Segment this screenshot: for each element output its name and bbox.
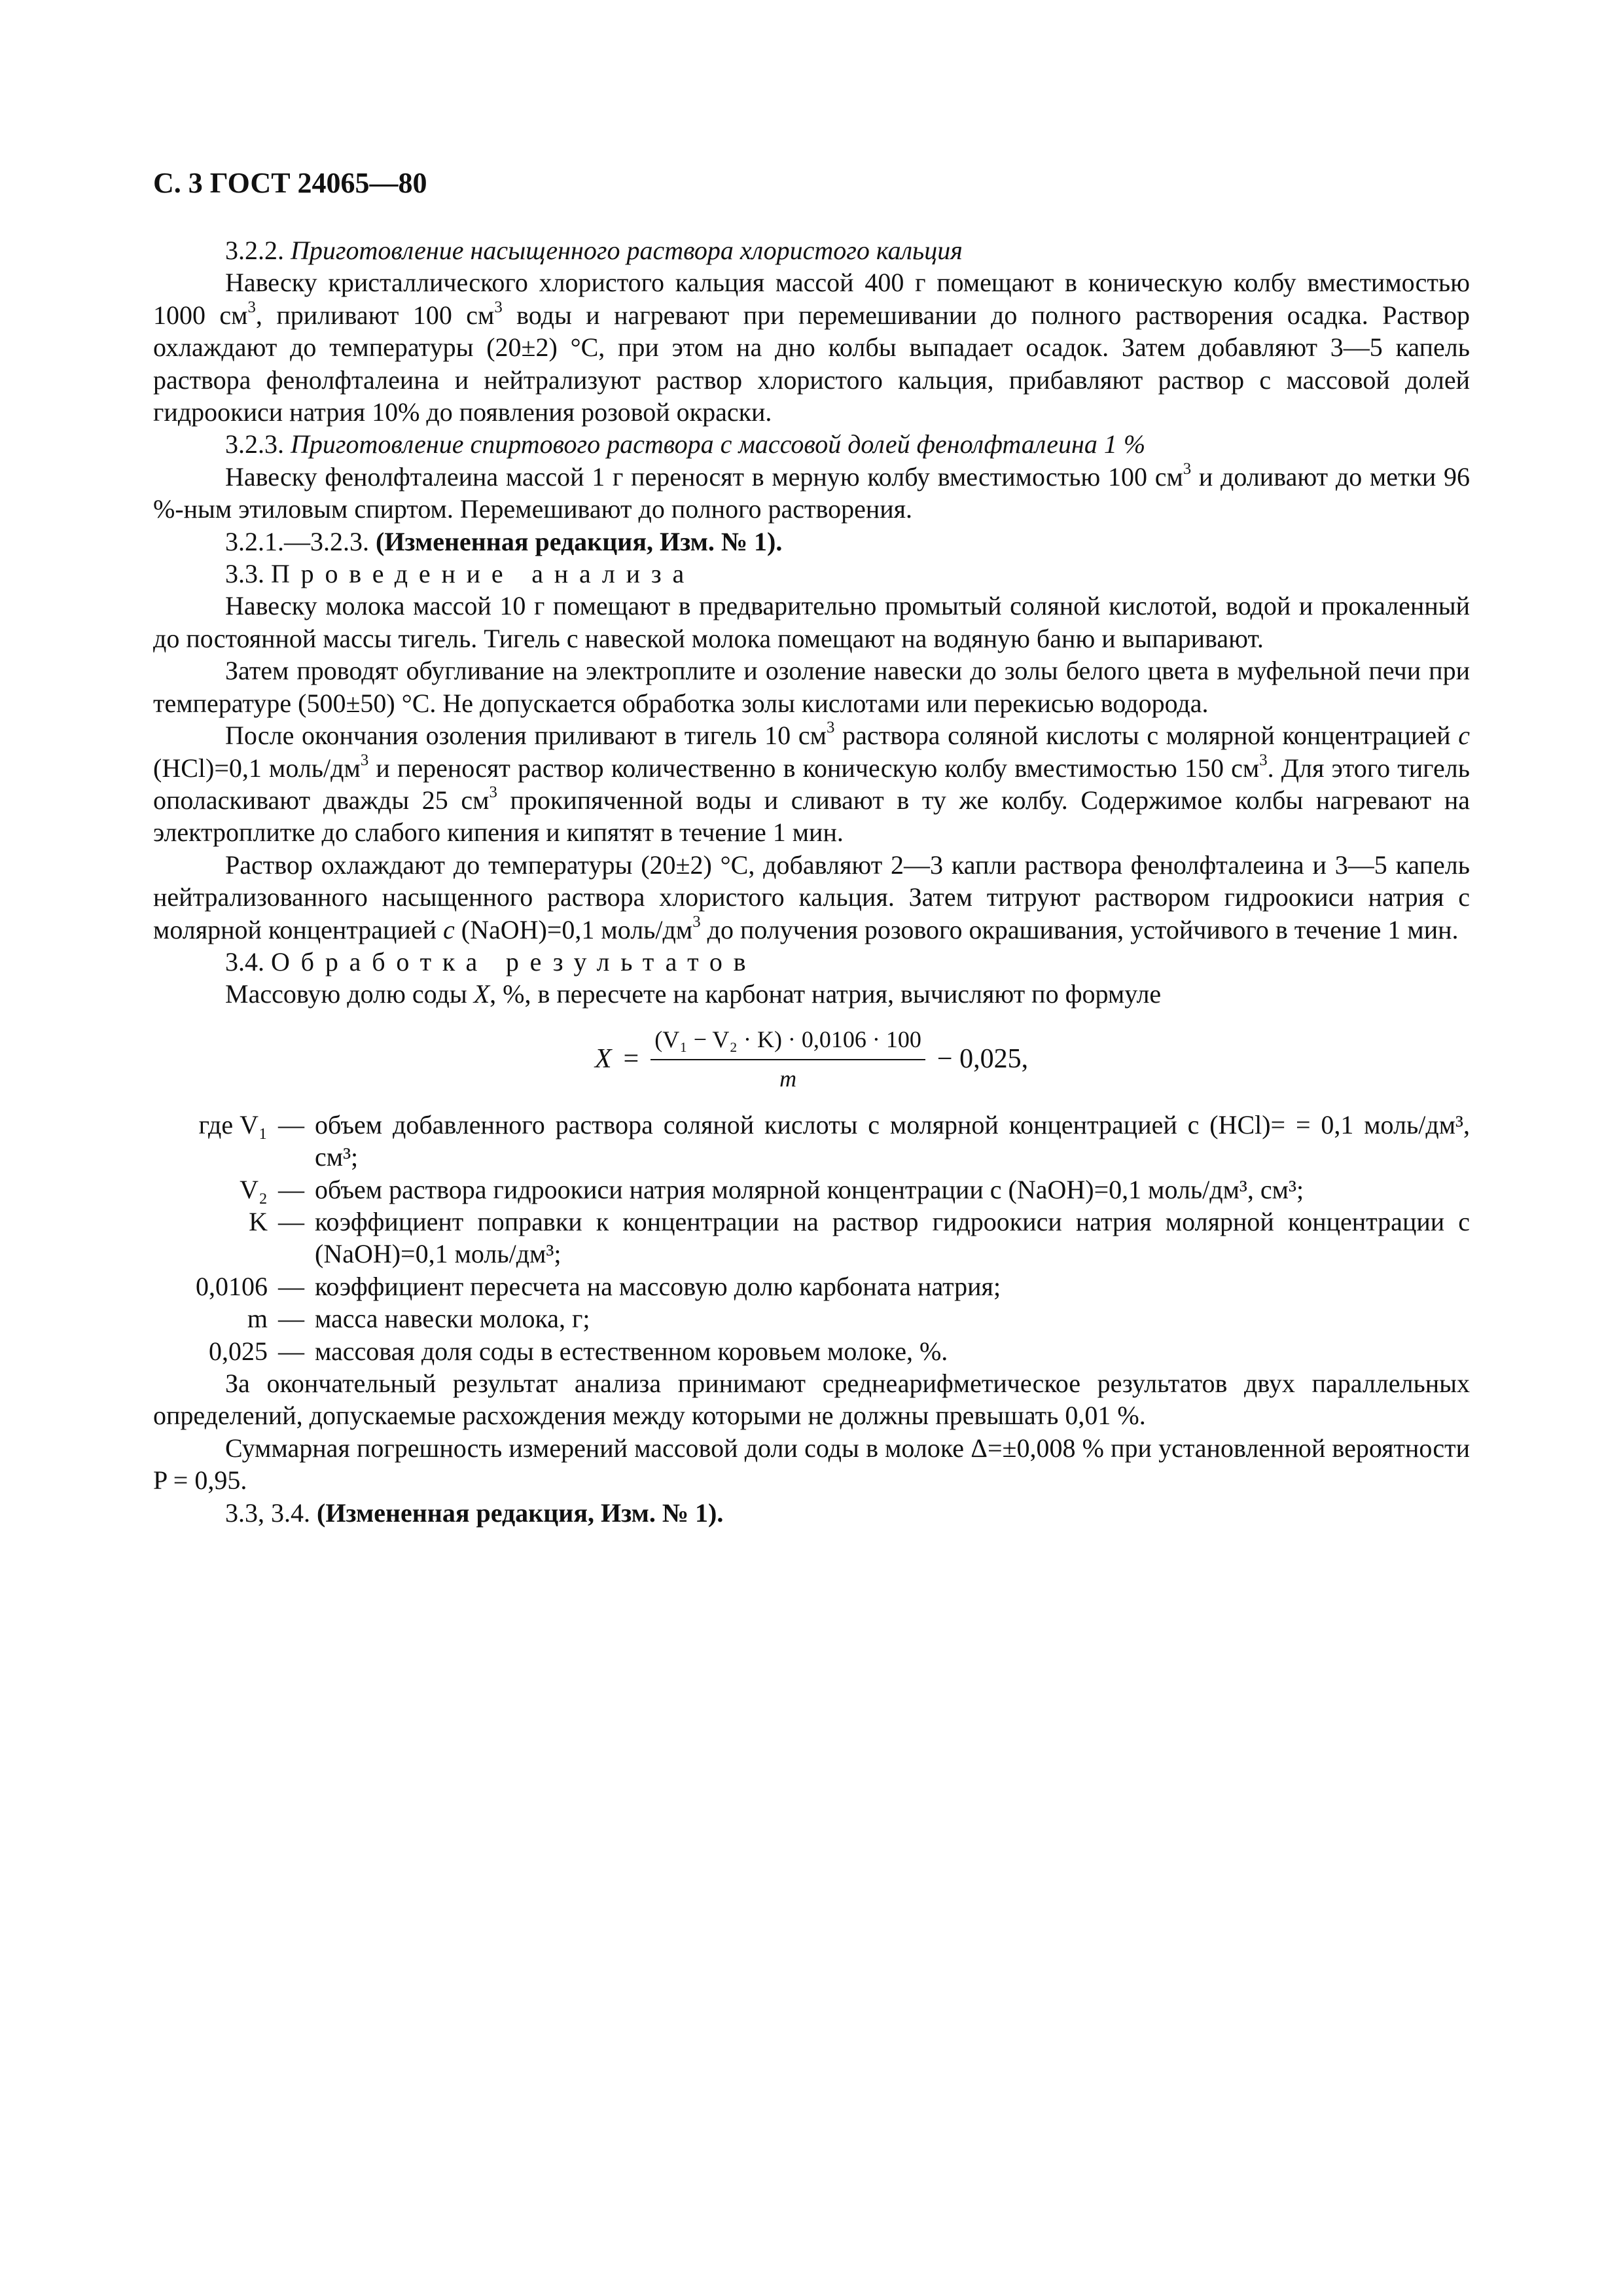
definition-symbol: 0,0106 <box>196 1271 268 1301</box>
definition-symbol: m <box>247 1304 268 1334</box>
section-title: Обработка результатов <box>271 946 757 977</box>
formula-tail: − 0,025, <box>936 1044 1029 1075</box>
paragraph: Суммарная погрешность измерений массовой доли соды в молоке Δ=±0,008 % при установленной вероятности P = 0,95. <box>153 1433 1470 1496</box>
section-title: Приготовление насыщенного раствора хлористого кальция <box>291 236 963 265</box>
definition-symbol: K <box>249 1206 268 1236</box>
definition-text: масса навески молока, г; <box>315 1304 590 1334</box>
paragraph: Раствор охлаждают до температуры (20±2) °С, добавляют 2—3 капли раствора фенолфталеина и 3—5 капель нейтрализованного насыщенного раствора хлористого кальция. Затем титруют раствором гидроокиси натрия с молярной концентрацией c (NaOH)=0,1 моль/$дм^3$ до получения розового окрашивания, устойчивого в течение 1 мин. <box>153 850 1470 944</box>
paragraph: Навеску молока массой 10 г помещают в предварительно промытый соляной кислотой, водой и прокаленный до постоянной массы тигель. Тигель с навеской молока помещают на водяную баню и выпаривают. <box>153 591 1470 653</box>
paragraph: Затем проводят обугливание на электроплите и озоление навески до золы белого цвета в муфельной печи при температуре (500±50) °С. Не допускается обработка золы кислотами или перекисью водорода. <box>153 656 1470 718</box>
definition-row: 0,0106 — коэффициент пересчета на массовую долю карбоната натрия; <box>153 1270 1470 1302</box>
formula-fraction <box>651 1024 925 1095</box>
variable-definitions <box>153 1109 1470 1367</box>
paragraph: Навеску фенолфталеина массой 1 г переносят в мерную колбу вместимостью 100 $см^3$ и доливают до метки 96 %-ным этиловым спиртом. Перемешивают до полного растворения. <box>153 460 1470 524</box>
definition-text: объем добавленного раствора соляной кислоты с молярной концентрацией c (HCl)= = 0,1 моль/дм³, см³; <box>315 1109 1470 1172</box>
amendment-note: 3.3, 3.4. (Измененная редакция, Изм. № 1). <box>225 1498 724 1528</box>
paragraph: Массовую долю соды X, %, в пересчете на карбонат натрия, вычисляют по формуле <box>225 979 1162 1009</box>
definition-text: коэффициент пересчета на массовую долю карбоната натрия; <box>315 1271 1001 1301</box>
definition-text: массовая доля соды в естественном коровьем молоке, %. <box>315 1336 948 1366</box>
paragraph: За окончательный результат анализа принимают среднеарифметическое результатов двух параллельных определений, допускаемые расхождения между которыми не должны превышать 0,01 %. <box>153 1369 1470 1431</box>
section-3-4-heading: 3.4. Обработка результатов <box>225 946 757 977</box>
section-3-2-2-heading: 3.2.2. Приготовление насыщенного раствора хлористого кальция <box>225 236 963 265</box>
formula-equals: = <box>623 1044 639 1075</box>
section-3-3-heading: 3.3. Проведение анализа <box>225 559 696 589</box>
section-title: Проведение анализа <box>271 559 696 589</box>
definition-row: V₂ — объем раствора гидроокиси натрия молярной концентрации c (NaOH)=0,1 моль/дм³, см³; <box>153 1174 1470 1206</box>
section-title: Приготовление спиртового раствора с массовой долей фенолфталеина 1 % <box>291 429 1146 459</box>
paragraph: Навеску кристаллического хлористого кальция массой 400 г помещают в коническую колбу вместимостью 1000 $см^3$, приливают 100 $см^3$ воды и нагревают при перемешивании до полного растворения осадка. Раствор охлаждают до температуры (20±2) °С, при этом на дно колбы выпадает осадок. Затем добавляют 3—5 капель раствора фенолфталеина и нейтрализуют раствор хлористого кальция, прибавляют раствор с массовой долей гидроокиси натрия 10% до появления розовой окраски. <box>153 268 1470 427</box>
definition-row: K — коэффициент поправки к концентрации на раствор гидроокиси натрия молярной концентрации c (NaOH)=0,1 моль/дм³; <box>153 1206 1470 1270</box>
definition-symbol: где V₁ <box>198 1109 268 1139</box>
paragraph: После окончания озоления приливают в тигель 10 $см^3$ раствора соляной кислоты с молярной концентрацией c (HCl)=0,1 моль/$дм^3$ и переносят раствор количественно в коническую колбу вместимостью 150 $см^3$. Для этого тигель ополаскивают дважды 25 $см^3$ прокипяченной воды и сливают в ту же колбу. Содержимое колбы нагревают на электроплитке до слабого кипения и кипятят в течение 1 мин. <box>153 719 1471 848</box>
formula <box>153 1011 1470 1109</box>
definition-text: объем раствора гидроокиси натрия молярной концентрации c (NaOH)=0,1 моль/дм³, см³; <box>315 1174 1304 1204</box>
definition-row: где V₁ — объем добавленного раствора соляной кислоты с молярной концентрацией c (HCl)= = 0,1 моль/дм³, см³; <box>153 1109 1470 1174</box>
definition-row: 0,025 — массовая доля соды в естественном коровьем молоке, %. <box>153 1335 1470 1367</box>
page-header: С. 3 ГОСТ 24065—80 <box>153 167 427 199</box>
formula-lhs: X <box>594 1044 612 1075</box>
definition-row: m — масса навески молока, г; <box>153 1302 1470 1335</box>
definition-symbol: V₂ <box>240 1174 268 1204</box>
formula-denominator: m <box>779 1065 797 1092</box>
document-body <box>153 234 1470 1529</box>
definition-text: коэффициент поправки к концентрации на раствор гидроокиси натрия молярной концентрации c (NaOH)=0,1 моль/дм³; <box>315 1206 1470 1269</box>
definition-symbol: 0,025 <box>209 1336 268 1366</box>
amendment-note: 3.2.1.—3.2.3. (Измененная редакция, Изм. № 1). <box>225 526 783 556</box>
section-3-2-3-heading: 3.2.3. Приготовление спиртового раствора с массовой долей фенолфталеина 1 % <box>225 429 1146 459</box>
formula-numerator: (V₁ − V₂ · K) · 0,0106 · 100 <box>651 1024 925 1060</box>
